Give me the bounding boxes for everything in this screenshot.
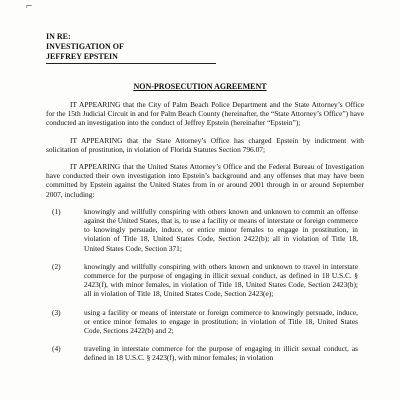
- paragraph-3: IT APPEARING that the United States Attorney’s Office and the Federal Bureau of Investigation have conducted their own investigation into Epstein’s background and any offenses that may have been committed by Epstein against the United States from in or around 2001 through in or around September 2007, including:: [46, 162, 364, 199]
- list-item-text: knowingly and willfully conspiring with others known and unknown to travel in interstate commerce for the purpose of engaging in illicit sexual conduct, as defined in 18 U.S.C. § 2423(f), with minor females, in violation of Title 18, United States Code, Section 2423(b); all in violation of Title 18, United States Code, Section 2423(e);: [84, 261, 358, 299]
- paragraph-1: IT APPEARING that the City of Palm Beach Police Department and the State Attorney’s Office for the 15th Judicial Circuit in and for Palm Beach County (hereinafter, the “State Attorney’s Office”) have conducted an investigation into the conduct of Jeffrey Epstein (hereinafter “Epstein”);: [46, 100, 364, 128]
- document-title: [0, 82, 400, 91]
- list-item-text: traveling in interstate commerce for the purpose of engaging in illicit sexual conduct, as defined in 18 U.S.C. § 2423(f), with minor females; in violation: [84, 344, 358, 363]
- caption-line-name: JEFFREY EPSTEIN: [46, 52, 118, 61]
- list-item: [46, 344, 364, 362]
- list-item-number: (3): [52, 307, 61, 317]
- list-item-number: (2): [52, 261, 61, 271]
- list-item-text: knowingly and willfully conspiring with others known and unknown to commit an offense against the United States, that is, to use a facility or means of interstate or foreign commerce to knowingly persuade, induce, or entice minor females to engage in prostitution, in violation of Title 18, United States Code, Section 2422(b); all in violation of Title 18, United States Code, Section 371;: [84, 206, 358, 253]
- list-item-text: using a facility or means of interstate or foreign commerce to knowingly persuade, induce, or entice minor females to engage in prostitution; in violation of Title 18, United States Code, Sections 2422(b) and 2;: [84, 307, 358, 336]
- list-item-number: (1): [52, 206, 61, 216]
- list-item: [46, 207, 364, 253]
- corner-mark: ⌐: [26, 0, 33, 12]
- caption-line-in-re: IN RE:: [46, 32, 71, 41]
- caption-line-investigation: INVESTIGATION OF: [46, 42, 124, 51]
- list-item-number: (4): [52, 344, 61, 354]
- list-item: [46, 262, 364, 299]
- document-body: [46, 100, 364, 372]
- document-title-text: NON-PROSECUTION AGREEMENT: [133, 82, 267, 91]
- paragraph-2: IT APPEARING that the State Attorney’s Office has charged Epstein by indictment with solicitation of prostitution, in violation of Florida Statutes Section 796.07;: [46, 135, 364, 154]
- caption-rule: [46, 63, 216, 64]
- case-caption: [46, 32, 124, 62]
- list-item: [46, 308, 364, 336]
